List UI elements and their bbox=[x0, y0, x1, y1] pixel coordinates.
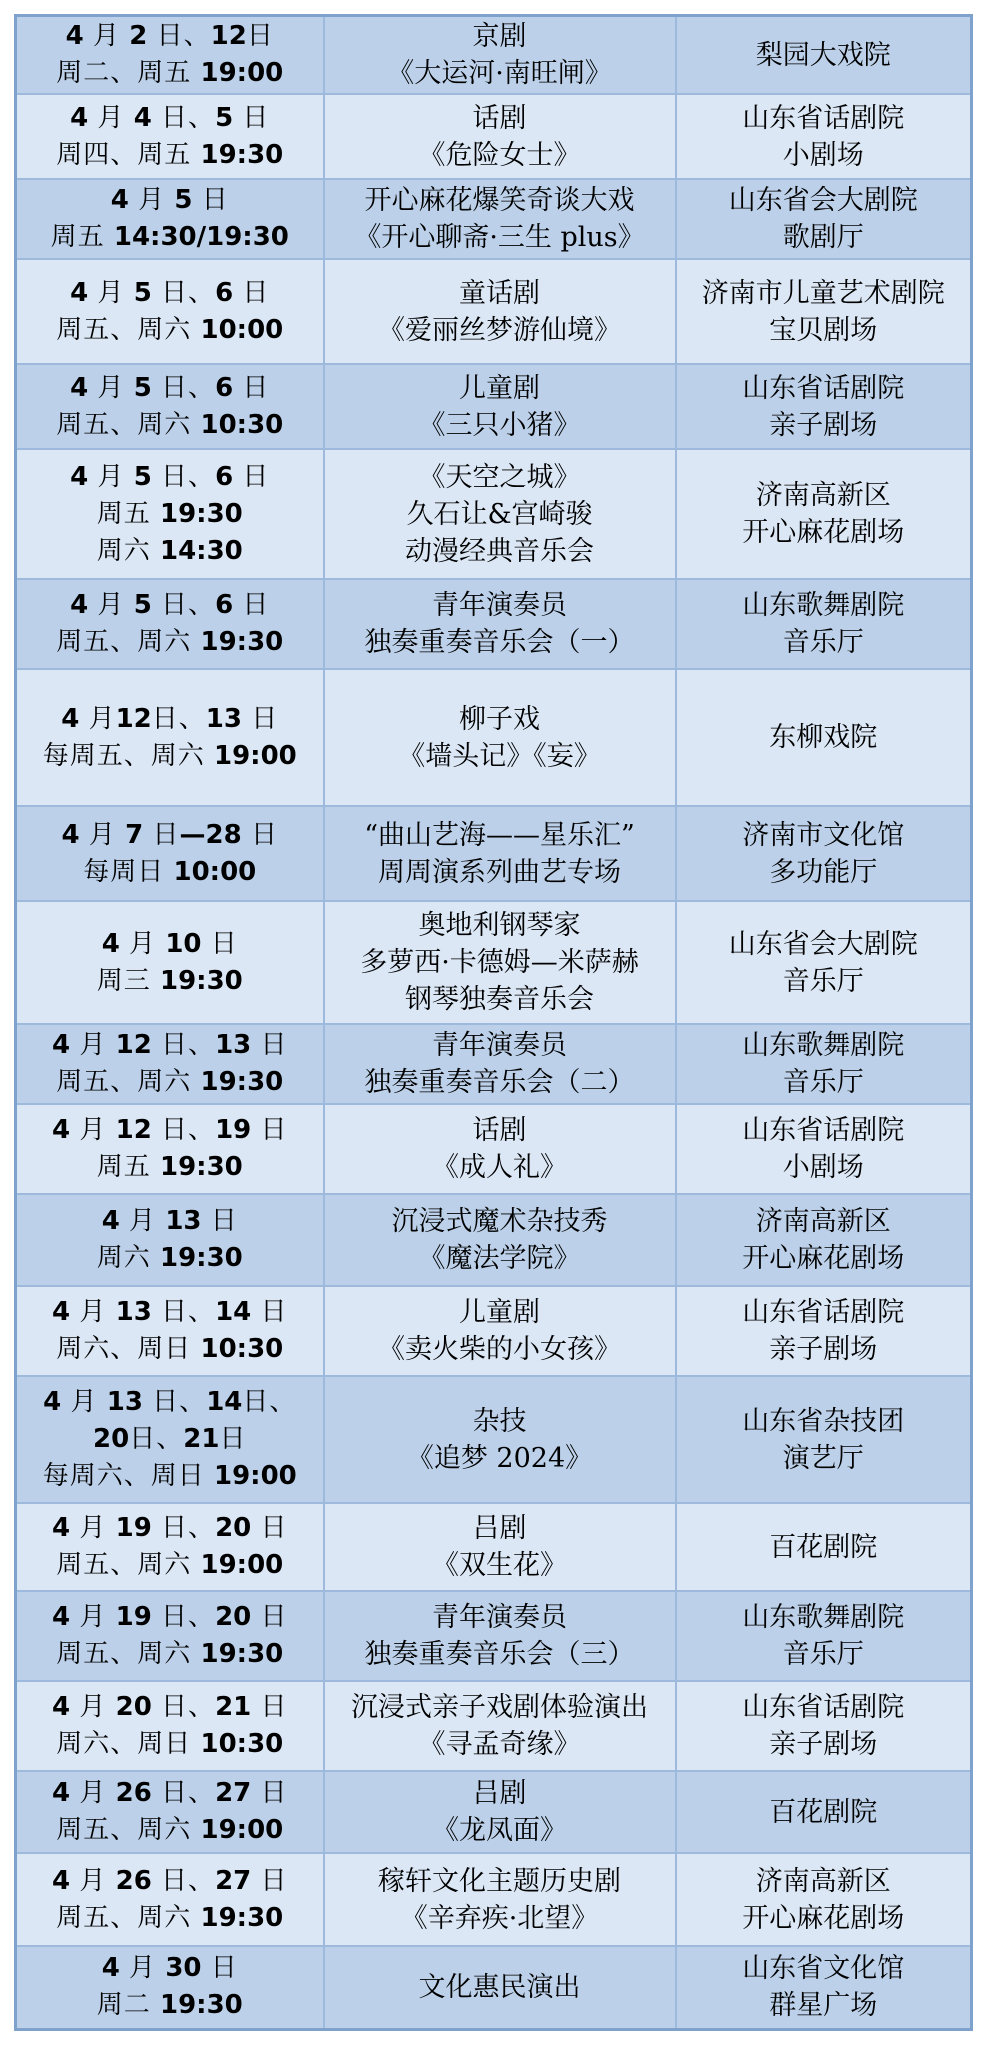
text-line: 山东省杂技团 bbox=[742, 1405, 905, 1437]
text-line: 儿童剧 bbox=[459, 1297, 540, 1328]
text-line: 音乐厅 bbox=[782, 1639, 864, 1670]
venue-cell bbox=[676, 1853, 972, 1946]
text-line: 《三只小猪》 bbox=[418, 409, 581, 441]
table-row bbox=[16, 1771, 972, 1853]
table-row bbox=[16, 1104, 972, 1194]
text-line: 山东省会大剧院 bbox=[728, 185, 918, 216]
text-line: 《开心聊斋·三生 plus》 bbox=[354, 222, 645, 253]
venue-cell bbox=[676, 1104, 972, 1194]
table-row bbox=[16, 364, 972, 449]
text-line: 《墙头记》《妄》 bbox=[398, 740, 601, 772]
date-cell bbox=[16, 1853, 324, 1946]
text-line: 《大运河·南旺闸》 bbox=[387, 58, 612, 89]
text-line: 每周六、周日 19:00 bbox=[42, 1461, 297, 1491]
date-cell bbox=[16, 94, 324, 179]
text-line: 4 月 12 日、19 日 bbox=[51, 1115, 288, 1145]
date-cell bbox=[16, 669, 324, 806]
text-line: 百花剧院 bbox=[769, 1796, 878, 1828]
date-cell bbox=[16, 1681, 324, 1771]
show-cell bbox=[324, 1503, 676, 1591]
show-cell bbox=[324, 94, 676, 179]
text-line: 话剧 bbox=[472, 102, 527, 134]
show-cell bbox=[324, 1853, 676, 1946]
text-line: 济南高新区 bbox=[755, 1865, 891, 1897]
date-cell bbox=[16, 364, 324, 449]
text-line: 周二、周五 19:00 bbox=[56, 58, 284, 88]
table-row bbox=[16, 259, 972, 364]
table-row bbox=[16, 449, 972, 579]
table-row bbox=[16, 901, 972, 1024]
text-line: 音乐厅 bbox=[782, 965, 864, 997]
venue-cell bbox=[676, 1376, 972, 1503]
text-line: 《辛弃疾·北望》 bbox=[400, 1902, 599, 1934]
date-cell bbox=[16, 579, 324, 669]
text-line: 4 月 30 日 bbox=[101, 1953, 238, 1984]
text-line: 周五、周六 19:30 bbox=[56, 1067, 284, 1097]
text-line: 4 月 5 日、6 日 bbox=[70, 372, 270, 403]
show-cell bbox=[324, 1946, 676, 2029]
text-line: 青年演奏员 bbox=[432, 590, 567, 621]
venue-cell bbox=[676, 1503, 972, 1591]
show-cell bbox=[324, 1104, 676, 1194]
text-line: 杂技 bbox=[472, 1405, 527, 1437]
text-line: 山东省话剧院 bbox=[742, 1692, 905, 1723]
venue-cell bbox=[676, 901, 972, 1024]
venue-cell bbox=[676, 1024, 972, 1104]
text-line: 4 月 19 日、20 日 bbox=[51, 1513, 288, 1543]
text-line: 济南高新区 bbox=[755, 480, 891, 511]
text-line: 小剧场 bbox=[782, 139, 864, 171]
date-cell bbox=[16, 259, 324, 364]
text-line: 周五、周六 19:00 bbox=[56, 1815, 284, 1845]
text-line: 亲子剧场 bbox=[769, 409, 878, 441]
table-row bbox=[16, 1946, 972, 2029]
table-row bbox=[16, 1503, 972, 1591]
text-line: 久石让&宫崎骏 bbox=[406, 498, 593, 530]
show-cell bbox=[324, 901, 676, 1024]
venue-cell bbox=[676, 364, 972, 449]
text-line: 济南市儿童艺术剧院 bbox=[701, 277, 945, 309]
text-line: 音乐厅 bbox=[782, 1067, 864, 1098]
date-cell bbox=[16, 1104, 324, 1194]
date-cell bbox=[16, 1771, 324, 1853]
text-line: 《龙凤面》 bbox=[432, 1815, 567, 1846]
text-line: 《追梦 2024》 bbox=[406, 1442, 593, 1474]
venue-cell bbox=[676, 179, 972, 259]
table-row bbox=[16, 1194, 972, 1286]
table-row bbox=[16, 1853, 972, 1946]
text-line: 4 月 2 日、12日 bbox=[65, 21, 274, 51]
table-row bbox=[16, 579, 972, 669]
text-line: 东柳戏院 bbox=[769, 722, 878, 753]
text-line: 4 月 7 日—28 日 bbox=[61, 819, 278, 850]
text-line: 山东歌舞剧院 bbox=[742, 590, 905, 621]
show-cell bbox=[324, 1194, 676, 1286]
table-row bbox=[16, 16, 972, 95]
text-line: 4 月 5 日 bbox=[110, 185, 229, 215]
text-line: 山东省话剧院 bbox=[742, 372, 905, 404]
text-line: 沉浸式亲子戏剧体验演出 bbox=[351, 1692, 648, 1723]
date-cell bbox=[16, 1503, 324, 1591]
text-line: 独奏重奏音乐会（二） bbox=[364, 1067, 635, 1098]
text-line: 钢琴独奏音乐会 bbox=[405, 984, 594, 1015]
text-line: 《寻孟奇缘》 bbox=[418, 1729, 581, 1760]
text-line: 京剧 bbox=[472, 21, 527, 52]
text-line: 《天空之城》 bbox=[418, 461, 581, 493]
date-cell bbox=[16, 179, 324, 259]
text-line: 山东省会大剧院 bbox=[728, 928, 918, 960]
venue-cell bbox=[676, 16, 972, 95]
text-line: 4 月 12 日、13 日 bbox=[51, 1030, 288, 1060]
text-line: 歌剧厅 bbox=[782, 222, 864, 253]
text-line: 小剧场 bbox=[782, 1152, 864, 1183]
text-line: 周五 19:30 bbox=[96, 1152, 243, 1182]
show-cell bbox=[324, 806, 676, 901]
text-line: 周五、周六 10:30 bbox=[56, 409, 284, 440]
date-cell bbox=[16, 449, 324, 579]
text-line: 《爱丽丝梦游仙境》 bbox=[378, 314, 621, 346]
text-line: 宝贝剧场 bbox=[769, 314, 878, 346]
text-line: 4 月 5 日、6 日 bbox=[70, 277, 270, 308]
venue-cell bbox=[676, 449, 972, 579]
date-cell bbox=[16, 1024, 324, 1104]
venue-cell bbox=[676, 94, 972, 179]
text-line: 《卖火柴的小女孩》 bbox=[378, 1334, 621, 1365]
text-line: 周二 19:30 bbox=[96, 1990, 243, 2021]
text-line: 山东省话剧院 bbox=[742, 1297, 905, 1328]
date-cell bbox=[16, 806, 324, 901]
text-line: 周周演系列曲艺专场 bbox=[378, 856, 621, 888]
table-row bbox=[16, 1681, 972, 1771]
text-line: 亲子剧场 bbox=[769, 1729, 878, 1760]
text-line: 4 月 13 日 bbox=[101, 1206, 238, 1236]
text-line: 开心麻花剧场 bbox=[742, 1902, 905, 1934]
text-line: 《魔法学院》 bbox=[418, 1243, 581, 1274]
text-line: 《成人礼》 bbox=[432, 1152, 567, 1183]
show-cell bbox=[324, 1591, 676, 1681]
venue-cell bbox=[676, 1681, 972, 1771]
show-cell bbox=[324, 1771, 676, 1853]
date-cell bbox=[16, 1286, 324, 1376]
text-line: 话剧 bbox=[472, 1115, 527, 1146]
date-cell bbox=[16, 16, 324, 95]
show-cell bbox=[324, 449, 676, 579]
text-line: 青年演奏员 bbox=[432, 1602, 567, 1633]
date-cell bbox=[16, 1946, 324, 2029]
text-line: 多萝西·卡德姆—米萨赫 bbox=[360, 947, 639, 978]
text-line: 奥地利钢琴家 bbox=[418, 910, 581, 941]
venue-cell bbox=[676, 1194, 972, 1286]
text-line: 周五、周六 19:30 bbox=[56, 1902, 284, 1933]
text-line: 济南市文化馆 bbox=[742, 819, 905, 851]
text-line: 山东歌舞剧院 bbox=[742, 1030, 905, 1061]
text-line: 周五、周六 19:00 bbox=[56, 1550, 284, 1580]
show-cell bbox=[324, 1681, 676, 1771]
text-line: 沉浸式魔术杂技秀 bbox=[391, 1206, 608, 1237]
text-line: 每周五、周六 19:00 bbox=[42, 740, 297, 771]
show-cell bbox=[324, 669, 676, 806]
text-line: 开心麻花剧场 bbox=[742, 1243, 905, 1274]
text-line: 百花剧院 bbox=[769, 1531, 878, 1563]
text-line: 周五、周六 19:30 bbox=[56, 1639, 284, 1669]
date-cell bbox=[16, 901, 324, 1024]
text-line: 4 月 13 日、14日、 bbox=[43, 1387, 297, 1417]
text-line: 音乐厅 bbox=[782, 627, 864, 658]
show-cell bbox=[324, 259, 676, 364]
date-cell bbox=[16, 1591, 324, 1681]
text-line: 吕剧 bbox=[472, 1778, 527, 1809]
text-line: 梨园大戏院 bbox=[755, 39, 891, 71]
text-line: 4 月 5 日、6 日 bbox=[70, 590, 270, 620]
show-cell bbox=[324, 16, 676, 95]
text-line: 开心麻花剧场 bbox=[742, 517, 905, 548]
text-line: 4 月12日、13 日 bbox=[61, 703, 279, 734]
venue-cell bbox=[676, 1771, 972, 1853]
text-line: 文化惠民演出 bbox=[418, 1971, 581, 2003]
text-line: 群星广场 bbox=[769, 1990, 878, 2022]
text-line: 4 月 13 日、14 日 bbox=[51, 1297, 288, 1327]
text-line: 周六 19:30 bbox=[96, 1243, 243, 1273]
text-line: 周五 14:30/19:30 bbox=[50, 222, 289, 252]
show-cell bbox=[324, 364, 676, 449]
text-line: 《双生花》 bbox=[432, 1550, 567, 1581]
venue-cell bbox=[676, 259, 972, 364]
text-line: 济南高新区 bbox=[755, 1206, 891, 1237]
table-row bbox=[16, 806, 972, 901]
text-line: 山东省话剧院 bbox=[742, 1115, 905, 1146]
text-line: 《危险女士》 bbox=[418, 139, 581, 171]
text-line: 4 月 10 日 bbox=[101, 928, 238, 959]
table-row bbox=[16, 1024, 972, 1104]
schedule-table-body bbox=[16, 16, 972, 2030]
text-line: 4 月 26 日、27 日 bbox=[51, 1778, 288, 1808]
table-row bbox=[16, 1591, 972, 1681]
venue-cell bbox=[676, 1286, 972, 1376]
venue-cell bbox=[676, 806, 972, 901]
table-row bbox=[16, 1286, 972, 1376]
text-line: “曲山艺海——星乐汇” bbox=[364, 819, 635, 851]
text-line: 多功能厅 bbox=[769, 856, 878, 888]
text-line: 20日、21日 bbox=[93, 1424, 247, 1454]
text-line: 独奏重奏音乐会（一） bbox=[364, 627, 635, 658]
venue-cell bbox=[676, 579, 972, 669]
text-line: 周五、周六 19:30 bbox=[56, 627, 284, 657]
performance-schedule-table bbox=[14, 14, 973, 2031]
text-line: 周五 19:30 bbox=[96, 498, 243, 529]
text-line: 4 月 19 日、20 日 bbox=[51, 1602, 288, 1632]
text-line: 4 月 26 日、27 日 bbox=[51, 1865, 288, 1896]
table-row bbox=[16, 179, 972, 259]
text-line: 稼轩文化主题历史剧 bbox=[378, 1865, 621, 1897]
text-line: 周三 19:30 bbox=[96, 965, 243, 996]
text-line: 儿童剧 bbox=[459, 372, 540, 404]
text-line: 开心麻花爆笑奇谈大戏 bbox=[364, 185, 635, 216]
text-line: 周六、周日 10:30 bbox=[56, 1334, 284, 1364]
text-line: 周六 14:30 bbox=[96, 535, 243, 566]
venue-cell bbox=[676, 669, 972, 806]
text-line: 周五、周六 10:00 bbox=[56, 314, 284, 345]
text-line: 4 月 20 日、21 日 bbox=[51, 1692, 288, 1722]
text-line: 亲子剧场 bbox=[769, 1334, 878, 1365]
text-line: 动漫经典音乐会 bbox=[405, 535, 594, 567]
show-cell bbox=[324, 1024, 676, 1104]
date-cell bbox=[16, 1194, 324, 1286]
text-line: 周四、周五 19:30 bbox=[56, 139, 284, 170]
text-line: 4 月 5 日、6 日 bbox=[70, 461, 270, 492]
venue-cell bbox=[676, 1591, 972, 1681]
date-cell bbox=[16, 1376, 324, 1503]
text-line: 童话剧 bbox=[459, 277, 540, 309]
text-line: 青年演奏员 bbox=[432, 1030, 567, 1061]
table-row bbox=[16, 94, 972, 179]
show-cell bbox=[324, 1376, 676, 1503]
venue-cell bbox=[676, 1946, 972, 2029]
text-line: 柳子戏 bbox=[459, 703, 540, 735]
show-cell bbox=[324, 1286, 676, 1376]
table-row bbox=[16, 669, 972, 806]
text-line: 吕剧 bbox=[472, 1513, 527, 1544]
text-line: 山东歌舞剧院 bbox=[742, 1602, 905, 1633]
show-cell bbox=[324, 579, 676, 669]
show-cell bbox=[324, 179, 676, 259]
text-line: 4 月 4 日、5 日 bbox=[70, 102, 270, 133]
text-line: 山东省话剧院 bbox=[742, 102, 905, 134]
text-line: 独奏重奏音乐会（三） bbox=[364, 1639, 635, 1670]
text-line: 山东省文化馆 bbox=[742, 1953, 905, 1985]
text-line: 演艺厅 bbox=[782, 1442, 864, 1474]
text-line: 周六、周日 10:30 bbox=[56, 1729, 284, 1759]
text-line: 每周日 10:00 bbox=[83, 856, 257, 887]
table-row bbox=[16, 1376, 972, 1503]
